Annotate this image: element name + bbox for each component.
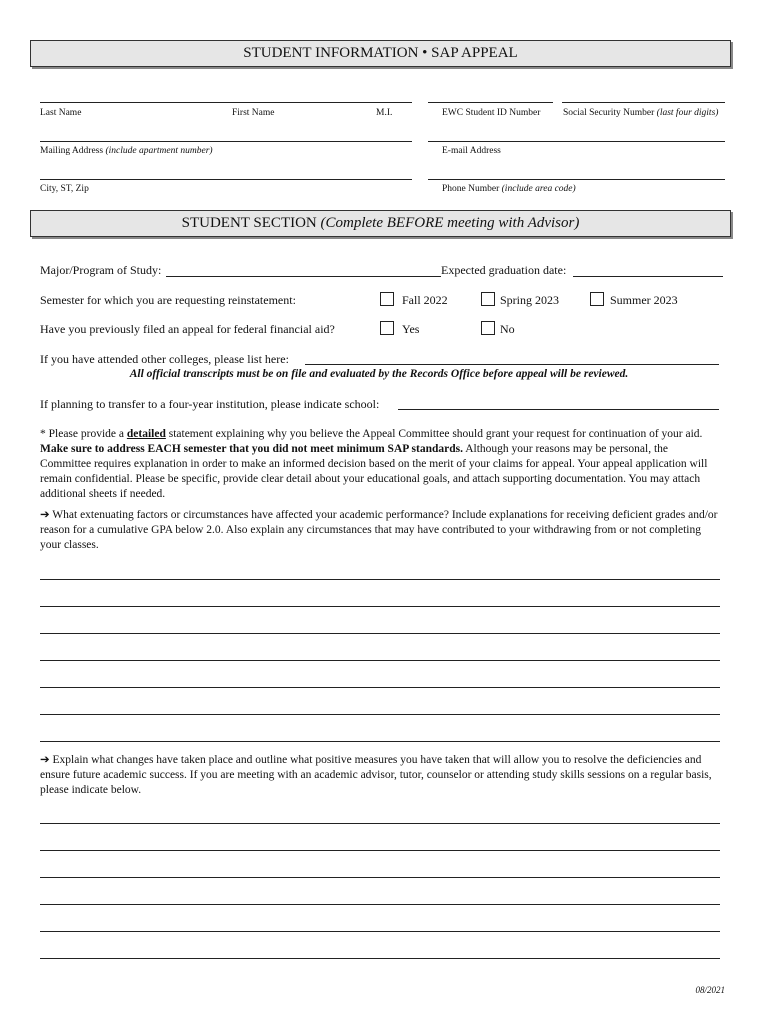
- answer-line[interactable]: [40, 687, 720, 688]
- prev-appeal-label: Have you previously filed an appeal for federal financial aid?: [40, 322, 335, 336]
- prev-appeal-yes-label: Yes: [402, 322, 420, 336]
- prev-appeal-no-checkbox[interactable]: [481, 321, 495, 335]
- email-field-line[interactable]: [428, 141, 725, 142]
- student-section-title: STUDENT SECTION: [181, 215, 317, 231]
- city-field-line[interactable]: [40, 179, 412, 180]
- answer-line[interactable]: [40, 958, 720, 959]
- answer-line[interactable]: [40, 633, 720, 634]
- transfer-field-line[interactable]: [398, 409, 719, 410]
- ewc-id-label: EWC Student ID Number: [442, 108, 541, 118]
- form-title-banner: [30, 40, 731, 67]
- answer-line[interactable]: [40, 660, 720, 661]
- mailing-address-field-line[interactable]: [40, 141, 412, 142]
- answer-line[interactable]: [40, 904, 720, 905]
- student-section-banner: [30, 210, 731, 237]
- answer-line[interactable]: [40, 714, 720, 715]
- fall-2022-checkbox[interactable]: [380, 292, 394, 306]
- ssn-label: Social Security Number (last four digits): [563, 108, 719, 118]
- other-colleges-label: If you have attended other colleges, please list here:: [40, 352, 289, 366]
- spring-2023-label: Spring 2023: [500, 293, 560, 307]
- summer-2023-checkbox[interactable]: [590, 292, 604, 306]
- spring-2023-checkbox[interactable]: [481, 292, 495, 306]
- grad-date-label: Expected graduation date:: [441, 263, 567, 277]
- phone-field-line[interactable]: [428, 179, 725, 180]
- fall-2022-label: Fall 2022: [402, 293, 448, 307]
- answer-line[interactable]: [40, 606, 720, 607]
- answer-line[interactable]: [40, 579, 720, 580]
- first-name-label: First Name: [232, 108, 275, 118]
- prev-appeal-yes-checkbox[interactable]: [380, 321, 394, 335]
- answer-line[interactable]: [40, 741, 720, 742]
- student-section-note: (Complete BEFORE meeting with Advisor): [320, 215, 580, 231]
- major-label: Major/Program of Study:: [40, 263, 162, 277]
- email-label: E-mail Address: [442, 146, 501, 156]
- grad-date-field-line[interactable]: [573, 276, 723, 277]
- ewc-id-field-line[interactable]: [428, 102, 553, 103]
- answer-line[interactable]: [40, 823, 720, 824]
- city-label: City, ST, Zip: [40, 184, 89, 194]
- mailing-address-label: Mailing Address (include apartment number): [40, 146, 213, 156]
- detailed-emphasis: detailed: [126, 428, 166, 440]
- transfer-label: If planning to transfer to a four-year institution, please indicate school:: [40, 397, 380, 411]
- statement-instructions: * Please provide a detailed statement explaining why you believe the Appeal Committee should grant your request for continuation of your aid. Make sure to address EACH semester that you did not meet minimum SAP standards. Although your reasons may be personal, the Committee requires explanation in order to make an informed decision based on the merit of your claims for appeal. Your appeal application will remain confidential. Please be specific, provide clear detail about your educational goals, and attach supporting documentation. You may attach additional sheets if needed.: [40, 428, 708, 500]
- summer-2023-label: Summer 2023: [610, 293, 678, 307]
- other-colleges-field-line[interactable]: [305, 364, 719, 365]
- name-field-line[interactable]: [40, 102, 412, 103]
- form-title: STUDENT INFORMATION • SAP APPEAL: [243, 45, 518, 61]
- each-semester-emphasis: Make sure to address EACH semester that you did not meet minimum SAP standards.: [40, 443, 463, 455]
- major-field-line[interactable]: [166, 276, 441, 277]
- middle-initial-label: M.I.: [376, 108, 393, 118]
- answer-line[interactable]: [40, 850, 720, 851]
- transcripts-note: All official transcripts must be on file and evaluated by the Records Office before appeal will be reviewed.: [129, 368, 629, 380]
- answer-line[interactable]: [40, 877, 720, 878]
- positive-measures-question: ➔ Explain what changes have taken place and outline what positive measures you have taken that will allow you to resolve the deficiencies and ensure future academic success. If you are meeting with an academic advisor, tutor, counselor or attending study skills sessions on a regular basis, please indicate below.: [40, 754, 712, 796]
- ssn-field-line[interactable]: [562, 102, 725, 103]
- prev-appeal-no-label: No: [500, 322, 515, 336]
- revision-date: 08/2021: [695, 985, 725, 995]
- last-name-label: Last Name: [40, 108, 82, 118]
- extenuating-factors-question: ➔ What extenuating factors or circumstances have affected your academic performance? Include explanations for receiving deficient grades and/or reason for a cumulative GPA below 2.0. Also explain any circumstances that may have contributed to your withdrawing from or not completing your classes.: [40, 509, 718, 551]
- semester-label: Semester for which you are requesting reinstatement:: [40, 293, 296, 307]
- answer-line[interactable]: [40, 931, 720, 932]
- phone-label: Phone Number (include area code): [442, 184, 576, 194]
